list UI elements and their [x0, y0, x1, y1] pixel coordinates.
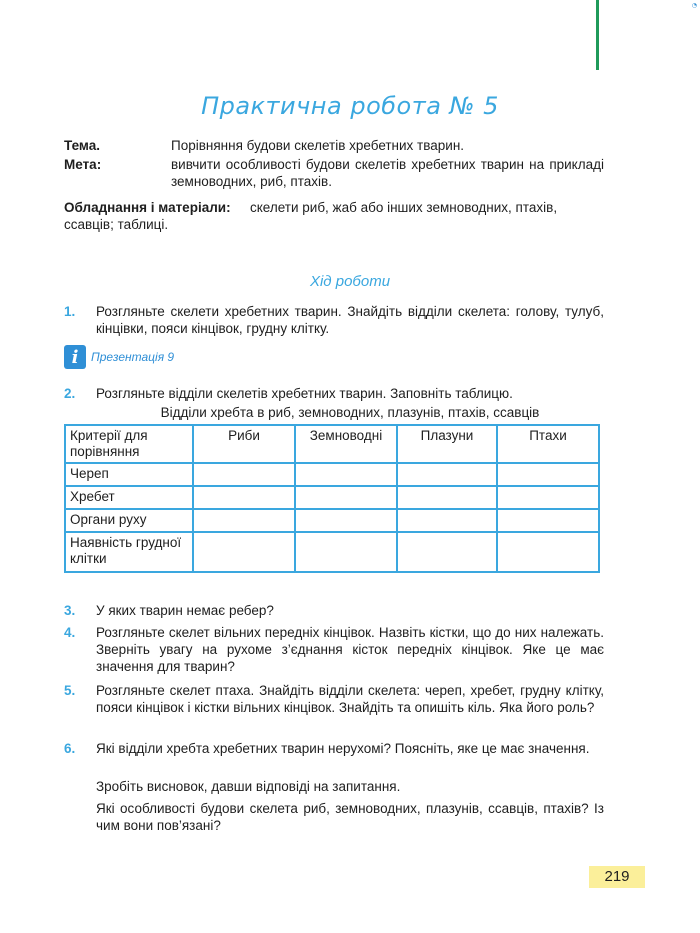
table-header: Птахи: [497, 425, 599, 463]
step-text: Розгляньте скелети хребетних тварин. Знайдіть відділи скелета: голову, тулуб, кінцівки, пояси кінцівок, грудну клітку.: [96, 304, 604, 336]
chapter-rule: [596, 0, 599, 70]
step-number: 1.: [64, 304, 76, 319]
step-4: [64, 624, 604, 675]
presentation-link[interactable]: [64, 345, 174, 369]
row-label: Органи руху: [65, 509, 193, 532]
table-cell[interactable]: [193, 486, 295, 509]
table-cell[interactable]: [295, 509, 397, 532]
topic-row: [64, 137, 604, 154]
step-text: Які відділи хребта хребетних тварин нерухомі? Поясніть, яке це має значення.: [96, 741, 590, 756]
info-icon: i: [64, 345, 86, 369]
row-label: Череп: [65, 463, 193, 486]
topic-label: Тема.: [64, 138, 100, 153]
comparison-table: [64, 424, 600, 573]
table-cell[interactable]: [295, 463, 397, 486]
corner-logo-icon: ◔: [691, 2, 697, 9]
step-number: 3.: [64, 603, 76, 618]
table-header: Критерії для порівняння: [65, 425, 193, 463]
row-label: Наявність грудної клітки: [65, 532, 193, 572]
step-1: [64, 303, 604, 337]
table-cell[interactable]: [497, 486, 599, 509]
step-5: [64, 682, 604, 716]
procedure-heading: Хід роботи: [309, 273, 391, 290]
table-row: [65, 463, 599, 486]
table-header: Плазуни: [397, 425, 497, 463]
table-cell[interactable]: [397, 486, 497, 509]
step-2: [64, 385, 604, 402]
goal-text: вивчити особливості будови скелетів хребетних тварин на прикладі земноводних, риб, птахів.: [171, 157, 604, 189]
goal-label: Мета:: [64, 157, 102, 172]
table-cell[interactable]: [295, 532, 397, 572]
table-cell[interactable]: [397, 509, 497, 532]
equipment-label: Обладнання і матеріали:: [64, 200, 231, 215]
equipment-text: скелети риб, жаб або інших земноводних, птахів, ссавців; таблиці.: [64, 200, 558, 232]
step-number: 5.: [64, 683, 76, 698]
step-number: 2.: [64, 386, 76, 401]
conclusion-question: Які особливості будови скелета риб, земноводних, плазунів, ссавців, птахів? Із чим вони пов’язані?: [96, 801, 604, 833]
presentation-label: Презентація 9: [91, 350, 175, 364]
step-number: 6.: [64, 741, 76, 756]
step-text: Розгляньте скелет вільних передніх кінцівок. Назвіть кістки, що до них належать. Зверніть увагу на рухоме з’єднання кісток передніх кінцівок. Яке це має значення для тварин?: [96, 625, 604, 674]
table-caption: Відділи хребта в риб, земноводних, плазунів, птахів, ссавців: [160, 405, 540, 420]
step-number: 4.: [64, 625, 76, 640]
step-6: [64, 740, 604, 757]
table-row: [65, 486, 599, 509]
topic-text: Порівняння будови скелетів хребетних тварин.: [171, 138, 465, 153]
table-cell[interactable]: [497, 463, 599, 486]
equipment-row: [64, 199, 604, 233]
table-cell[interactable]: [497, 532, 599, 572]
page-number: 219: [589, 866, 645, 888]
table-cell[interactable]: [397, 532, 497, 572]
step-3: [64, 602, 604, 619]
step-text: Розгляньте скелет птаха. Знайдіть відділи скелета: череп, хребет, грудну клітку, пояси кінцівок і кістки вільних кінцівок. Знайдіть та опишіть кіль. Яка його роль?: [96, 683, 604, 715]
page-title: Практична робота № 5: [201, 92, 499, 120]
goal-row: [64, 156, 604, 190]
table-header: Риби: [193, 425, 295, 463]
step-text: У яких тварин немає ребер?: [96, 603, 274, 618]
step-text: Розгляньте відділи скелетів хребетних тварин. Заповніть таблицю.: [96, 386, 513, 401]
table-cell[interactable]: [397, 463, 497, 486]
table-row: [65, 509, 599, 532]
row-label: Хребет: [65, 486, 193, 509]
table-cell[interactable]: [193, 509, 295, 532]
table-header-row: [65, 425, 599, 463]
table-cell[interactable]: [295, 486, 397, 509]
table-header: Земноводні: [295, 425, 397, 463]
table-cell[interactable]: [193, 532, 295, 572]
table-cell[interactable]: [193, 463, 295, 486]
table-row: [65, 532, 599, 572]
conclusion-instruction: Зробіть висновок, давши відповіді на запитання.: [96, 779, 401, 794]
table-cell[interactable]: [497, 509, 599, 532]
